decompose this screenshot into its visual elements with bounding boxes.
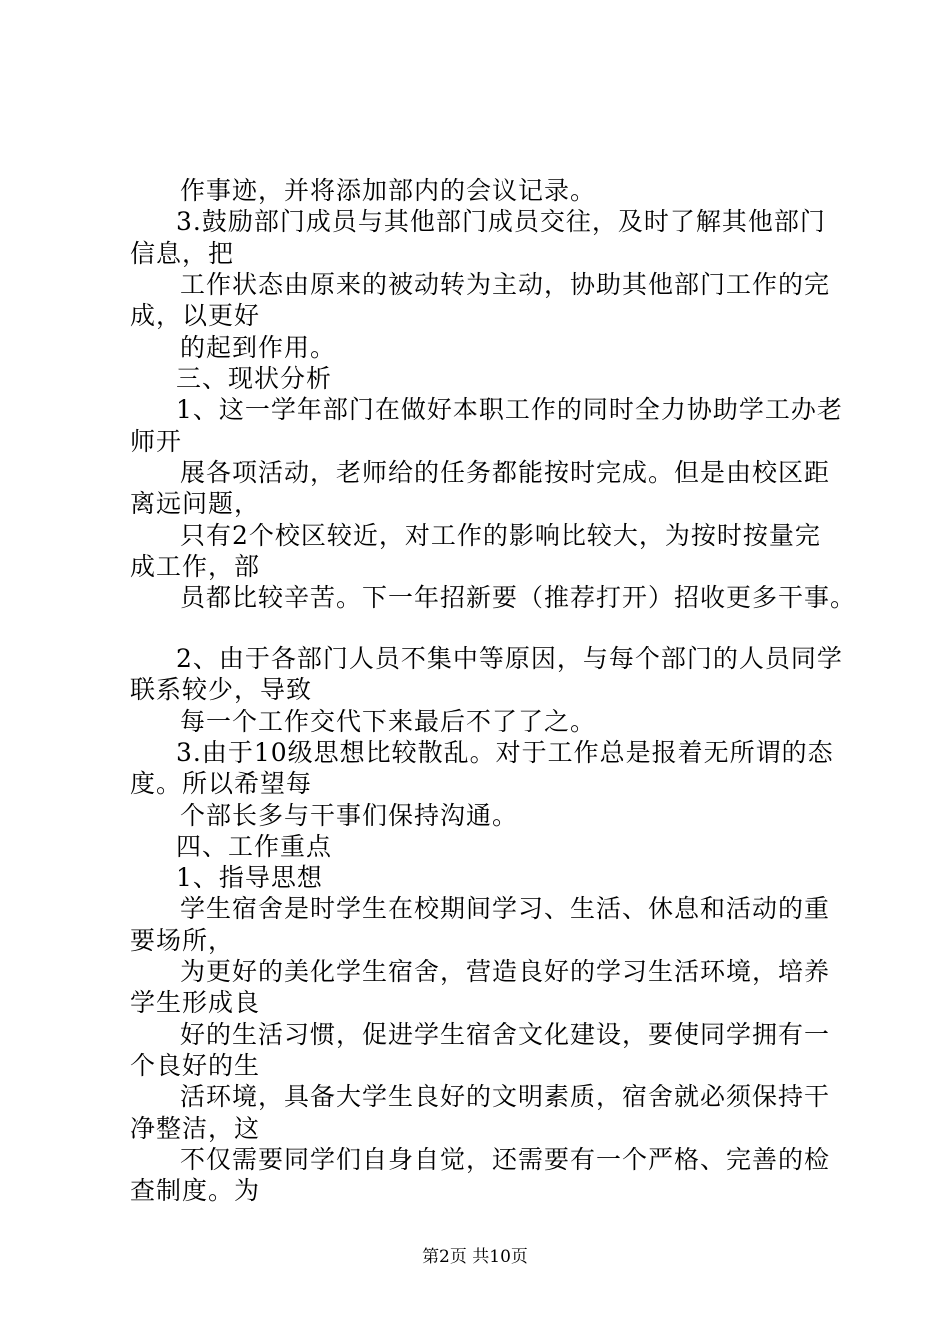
text-line: 度。所以希望每 [130, 769, 313, 798]
text-line: 工作状态由原来的被动转为主动，协助其他部门工作的完 [180, 270, 831, 299]
text-line: 不仅需要同学们自身自觉，还需要有一个严格、完善的检 [180, 1145, 831, 1174]
subsection-heading: 1、指导思想 [176, 863, 323, 892]
text-line: 3.鼓励部门成员与其他部门成员交往，及时了解其他部门 [176, 207, 826, 236]
text-line: 学生形成良 [130, 988, 261, 1017]
text-line: 师开 [130, 427, 183, 456]
section-heading: 四、工作重点 [176, 832, 333, 861]
text-line: 个部长多与干事们保持沟通。 [180, 801, 519, 830]
text-line: 信息，把 [130, 239, 235, 268]
text-line: 学生宿舍是时学生在校期间学习、生活、休息和活动的重 [180, 894, 831, 923]
section-heading: 三、现状分析 [176, 364, 333, 393]
text-line: 好的生活习惯，促进学生宿舍文化建设，要使同学拥有一 [180, 1020, 831, 1049]
text-line: 作事迹，并将添加部内的会议记录。 [180, 176, 597, 205]
text-line: 成，以更好 [130, 301, 261, 330]
text-line: 员都比较辛苦。下一年招新要（推荐打开）招收更多干事。 [180, 583, 857, 612]
text-line: 要场所， [130, 926, 235, 955]
text-line: 3.由于10级思想比较散乱。对于工作总是报着无所谓的态 [176, 738, 834, 767]
text-line: 离远问题， [130, 489, 261, 518]
text-line: 的起到作用。 [180, 333, 337, 362]
text-line: 查制度。为 [130, 1176, 261, 1205]
text-line: 2、由于各部门人员不集中等原因，与每个部门的人员同学 [176, 644, 843, 673]
text-line: 联系较少，导致 [130, 675, 313, 704]
text-line: 只有2个校区较近，对工作的影响比较大，为按时按量完 [180, 521, 821, 550]
page-number-footer: 第2页 共10页 [422, 1247, 528, 1267]
text-line: 净整洁，这 [130, 1114, 261, 1143]
text-line: 每一个工作交代下来最后不了了之。 [180, 707, 597, 736]
text-line: 为更好的美化学生宿舍，营造良好的学习生活环境，培养 [180, 957, 831, 986]
text-line: 1、这一学年部门在做好本职工作的同时全力协助学工办老 [176, 395, 843, 424]
text-line: 活环境，具备大学生良好的文明素质，宿舍就必须保持干 [180, 1082, 831, 1111]
text-line: 展各项活动，老师给的任务都能按时完成。但是由校区距 [180, 458, 831, 487]
text-line: 成工作，部 [130, 552, 261, 581]
text-line: 个良好的生 [130, 1051, 261, 1080]
